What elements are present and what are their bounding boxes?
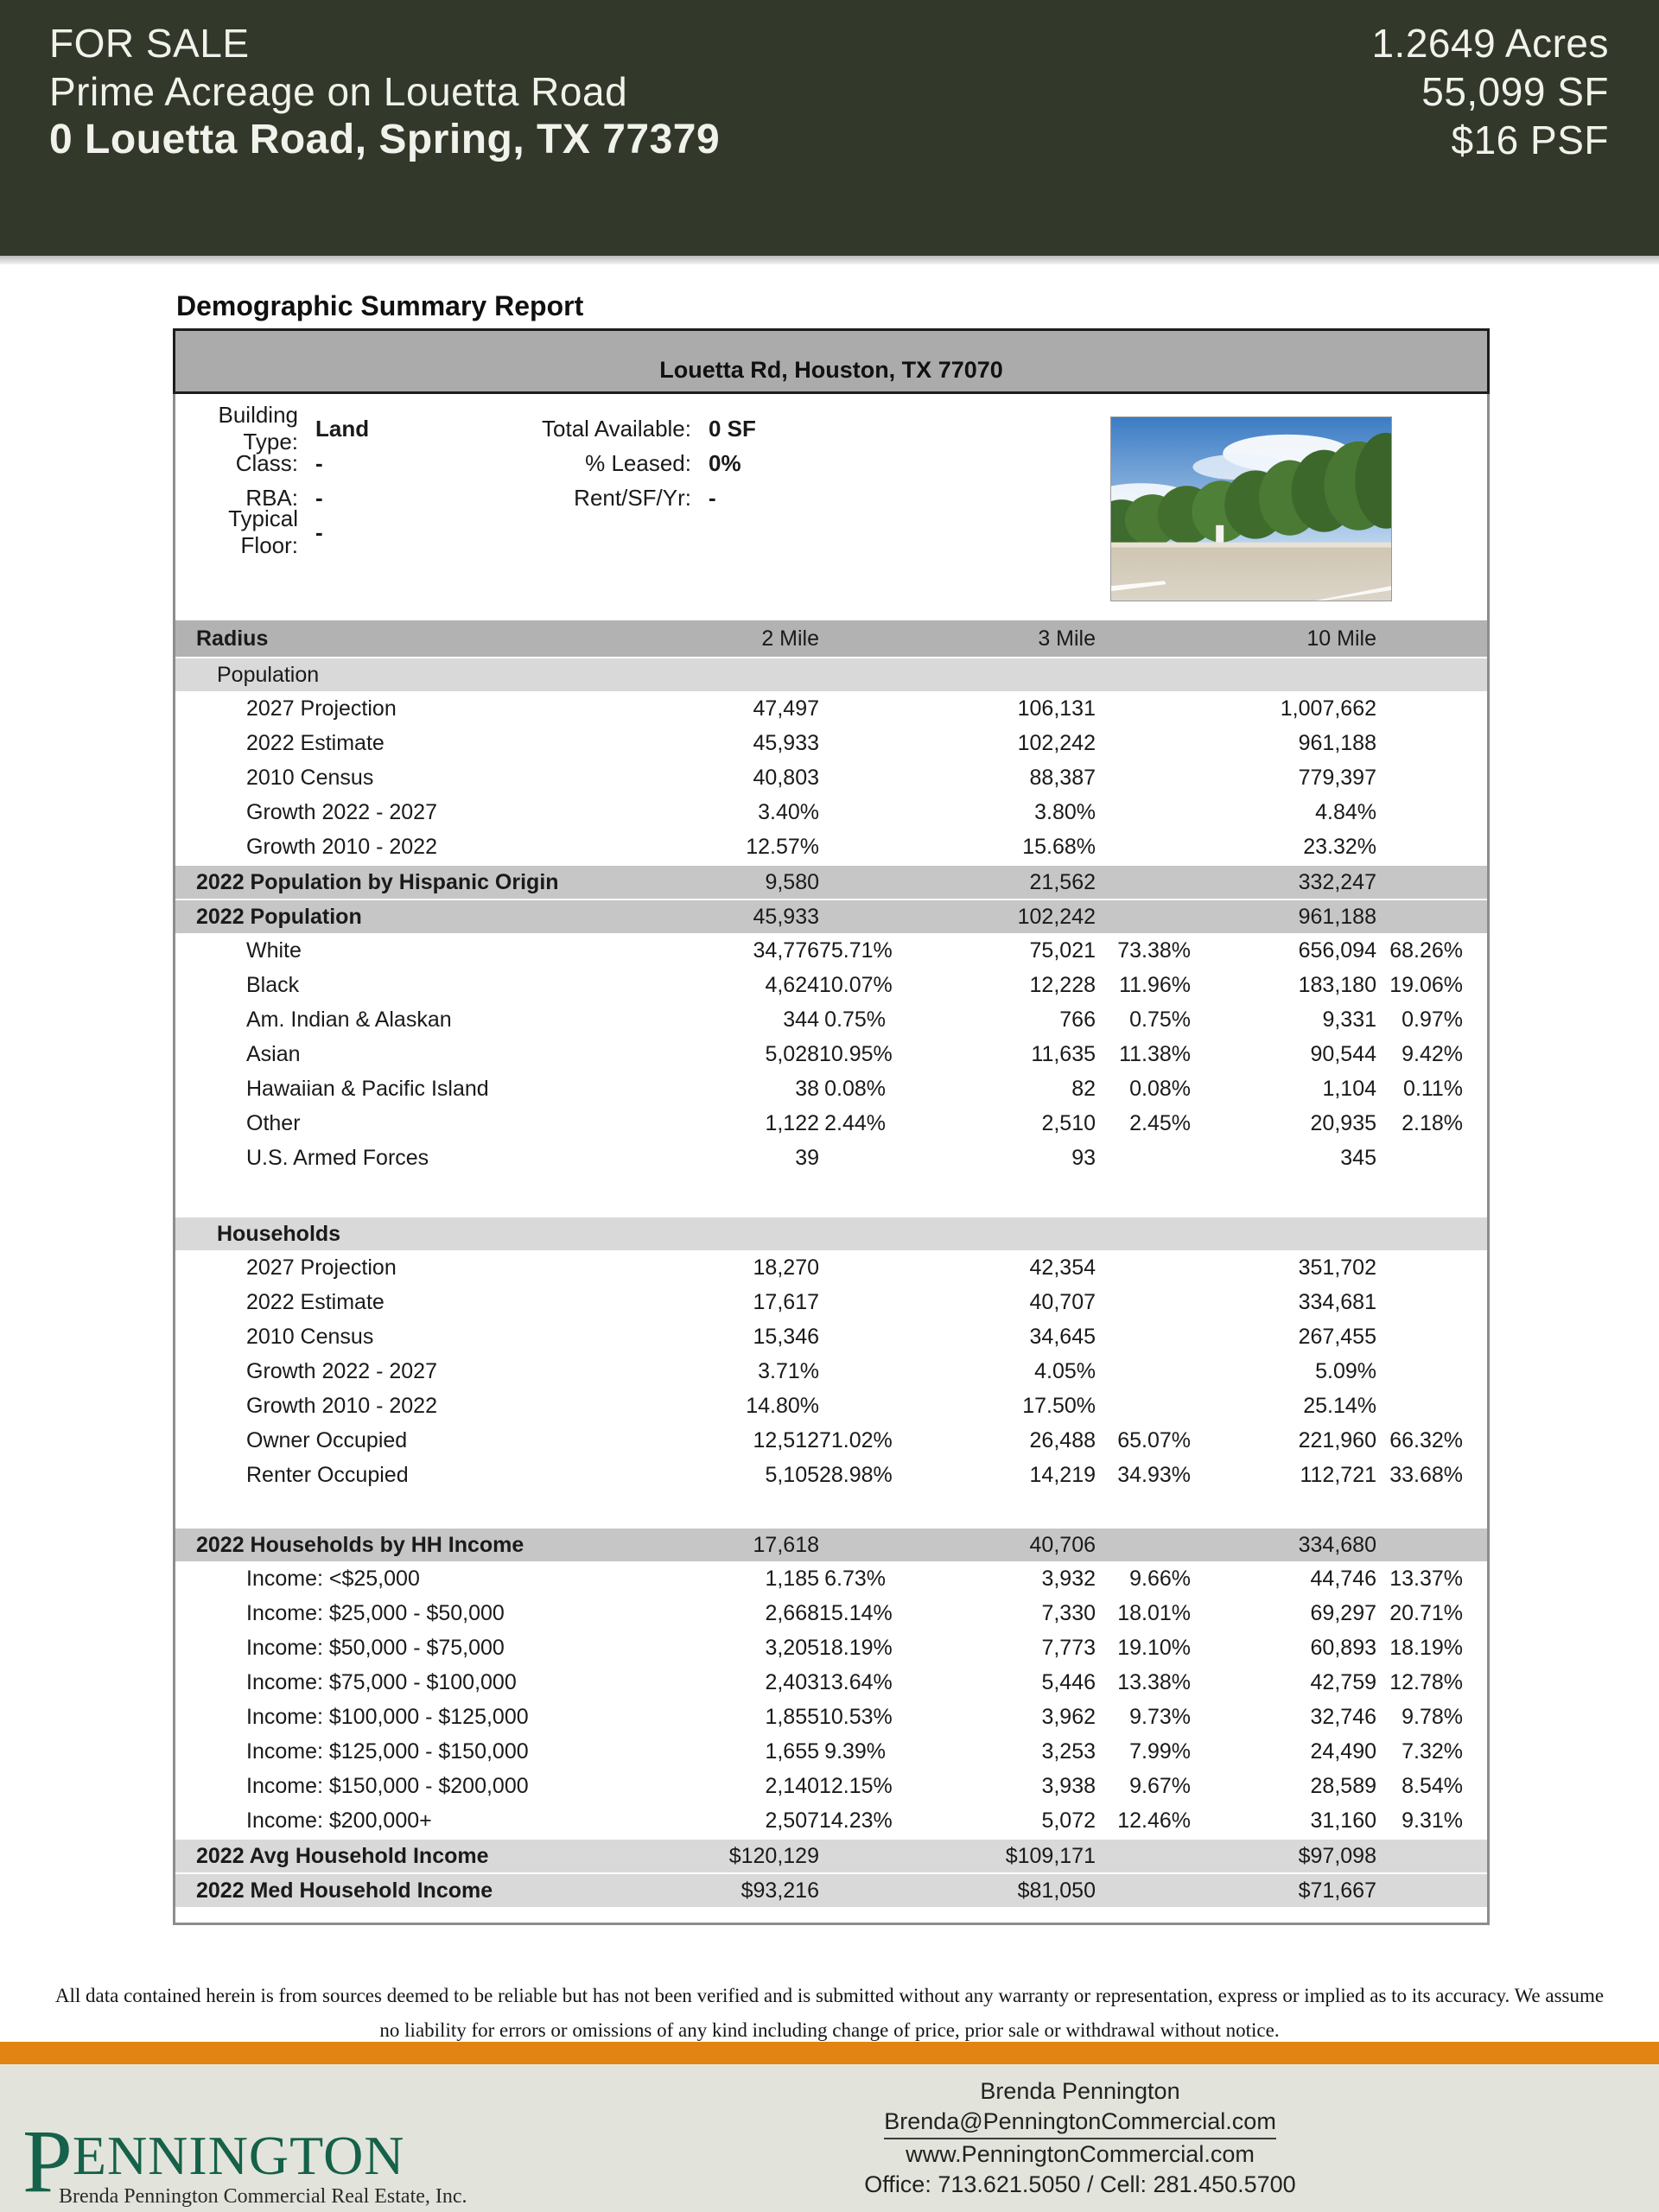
table-row [175, 1389, 1487, 1423]
value-3mile: $109,171 [1005, 1843, 1096, 1868]
table-row [175, 1700, 1487, 1734]
table-row [175, 1354, 1487, 1389]
value-3mile: 3,932 [1041, 1566, 1096, 1591]
row-label: Growth 2010 - 2022 [246, 1393, 437, 1418]
value-3mile: 11,635 [1031, 1041, 1096, 1066]
value-3mile: 3,253 [1041, 1738, 1096, 1764]
value-3mile: 14,219 [1029, 1462, 1096, 1487]
value-10mile: $71,667 [1298, 1878, 1376, 1903]
pct-leased-row [486, 446, 756, 480]
value-2mile: 5,028 [765, 1041, 819, 1066]
pct-3mile: 11.96% [1119, 972, 1191, 997]
row-label: Income: $25,000 - $50,000 [246, 1600, 505, 1625]
table-row [175, 830, 1487, 864]
table-row [175, 1458, 1487, 1492]
typical-floor-value: - [315, 518, 323, 545]
value-2mile: 45,933 [753, 730, 819, 755]
building-type-row [175, 402, 370, 454]
value-2mile: 18,270 [753, 1255, 819, 1280]
band-row [175, 899, 1487, 933]
row-label: Owner Occupied [246, 1427, 408, 1452]
value-2mile: 3.40% [758, 799, 819, 824]
value-3mile: 93 [1071, 1145, 1096, 1170]
pct-10mile: 68.26% [1389, 938, 1463, 963]
pct-3mile: 9.73% [1129, 1704, 1191, 1729]
pct-10mile: 7.32% [1402, 1738, 1463, 1764]
value-10mile: 334,680 [1298, 1532, 1376, 1557]
report-box-body [173, 394, 1490, 1925]
pct-10mile: 9.42% [1402, 1041, 1463, 1066]
band2-row [175, 1838, 1487, 1872]
report-box [173, 328, 1490, 1925]
value-3mile: 5,446 [1041, 1669, 1096, 1694]
pct-2mile: 10.53% [819, 1704, 893, 1729]
pct-3mile: 34.93% [1117, 1462, 1191, 1487]
table-row [175, 1596, 1487, 1630]
table-row [175, 1285, 1487, 1319]
total-available-value: 0 SF [709, 415, 756, 442]
table-row [175, 1106, 1487, 1141]
value-2mile: 3.71% [758, 1358, 819, 1383]
pennington-logo [22, 2112, 467, 2211]
row-label: 2027 Projection [246, 696, 397, 721]
pct-3mile: 65.07% [1117, 1427, 1191, 1452]
logo-tagline: Brenda Pennington Commercial Real Estate, Inc. [59, 2185, 467, 2208]
value-3mile: 82 [1071, 1076, 1096, 1101]
photo-road [1111, 548, 1391, 601]
table-row [175, 1002, 1487, 1037]
pct-2mile: 15.14% [819, 1600, 893, 1625]
value-2mile: 2,668 [765, 1600, 819, 1625]
pct-2mile: 28.98% [819, 1462, 893, 1487]
value-10mile: 20,935 [1310, 1110, 1376, 1135]
row-label: White [246, 938, 302, 963]
table-row [175, 968, 1487, 1002]
value-3mile: 75,021 [1029, 938, 1096, 963]
table-row [175, 691, 1487, 726]
contact-name: Brenda Pennington [980, 2078, 1180, 2104]
value-2mile: 5,105 [765, 1462, 819, 1487]
row-label: Black [246, 972, 300, 997]
band-row [175, 864, 1487, 899]
value-3mile: 5,072 [1041, 1808, 1096, 1833]
value-10mile: $97,098 [1298, 1843, 1376, 1868]
value-3mile: 106,131 [1017, 696, 1096, 721]
rent-sf-yr-value: - [709, 484, 716, 511]
section-row [175, 1216, 1487, 1250]
row-label: 2022 Population by Hispanic Origin [196, 869, 559, 894]
value-10mile: 267,455 [1298, 1324, 1376, 1349]
row-label: Growth 2010 - 2022 [246, 834, 437, 859]
table-row [175, 1250, 1487, 1285]
value-3mile: 3 Mile [1038, 626, 1096, 651]
value-2mile: 47,497 [753, 696, 819, 721]
value-10mile: 334,681 [1298, 1289, 1376, 1314]
spacer-row [175, 1175, 1487, 1216]
row-label: Income: $50,000 - $75,000 [246, 1635, 505, 1660]
value-10mile: 5.09% [1315, 1358, 1376, 1383]
value-2mile: 12.57% [746, 834, 819, 859]
pct-2mile: 13.64% [819, 1669, 893, 1694]
value-10mile: 1,104 [1322, 1076, 1376, 1101]
value-2mile: 1,655 [765, 1738, 819, 1764]
value-2mile: 34,776 [753, 938, 819, 963]
row-label: U.S. Armed Forces [246, 1145, 429, 1170]
row-label: Radius [196, 626, 269, 651]
row-label: Income: $150,000 - $200,000 [246, 1773, 529, 1798]
value-10mile: 345 [1340, 1145, 1376, 1170]
table-row [175, 795, 1487, 830]
price-per-sf-value: $16 PSF [1451, 118, 1609, 162]
value-3mile: 34,645 [1029, 1324, 1096, 1349]
pct-3mile: 73.38% [1117, 938, 1191, 963]
table-row [175, 1141, 1487, 1175]
building-type-value: Land [315, 415, 370, 442]
value-10mile: 25.14% [1303, 1393, 1376, 1418]
pct-10mile: 12.78% [1389, 1669, 1463, 1694]
row-label: Hawaiian & Pacific Island [246, 1076, 489, 1101]
value-3mile: 7,773 [1041, 1635, 1096, 1660]
table-bottom-padding [175, 1907, 1487, 1923]
value-10mile: 112,721 [1300, 1462, 1376, 1487]
pct-10mile: 8.54% [1402, 1773, 1463, 1798]
value-2mile: 17,617 [753, 1289, 819, 1314]
row-label: Renter Occupied [246, 1462, 409, 1487]
pct-10mile: 18.19% [1389, 1635, 1463, 1660]
rent-sf-yr-label: Rent/SF/Yr: [574, 484, 691, 511]
row-label: 2022 Population [196, 904, 362, 929]
row-label: 2022 Estimate [246, 730, 385, 755]
value-10mile: 60,893 [1310, 1635, 1376, 1660]
footer [0, 2064, 1659, 2212]
pct-3mile: 0.75% [1129, 1007, 1191, 1032]
pct-10mile: 33.68% [1389, 1462, 1463, 1487]
pct-2mile: 6.73% [824, 1566, 886, 1591]
value-10mile: 44,746 [1310, 1566, 1376, 1591]
value-3mile: 17.50% [1022, 1393, 1096, 1418]
value-3mile: 42,354 [1029, 1255, 1096, 1280]
rba-value: - [315, 484, 323, 511]
value-2mile: 3,205 [765, 1635, 819, 1660]
pct-3mile: 12.46% [1117, 1808, 1191, 1833]
table-row [175, 1803, 1487, 1838]
value-10mile: 31,160 [1310, 1808, 1376, 1833]
pct-10mile: 0.97% [1402, 1007, 1463, 1032]
row-label: Asian [246, 1041, 301, 1066]
property-banner: Louetta Rd, Houston, TX 77070 [173, 328, 1490, 394]
table-row [175, 1037, 1487, 1071]
header-row [175, 620, 1487, 657]
building-info-left [175, 402, 370, 558]
value-10mile: 28,589 [1310, 1773, 1376, 1798]
value-10mile: 9,331 [1322, 1007, 1376, 1032]
table-row [175, 1423, 1487, 1458]
value-3mile: 12,228 [1029, 972, 1096, 997]
value-2mile: 17,618 [753, 1532, 819, 1557]
value-10mile: 1,007,662 [1280, 696, 1376, 721]
value-10mile: 961,188 [1298, 904, 1376, 929]
hero-right-block [1371, 19, 1609, 164]
row-label: Income: $125,000 - $150,000 [246, 1738, 529, 1764]
pct-10mile: 9.78% [1402, 1704, 1463, 1729]
total-available-label: Total Available: [542, 415, 691, 442]
band-row [175, 1527, 1487, 1561]
value-2mile: 1,185 [765, 1566, 819, 1591]
row-label: Income: $200,000+ [246, 1808, 432, 1833]
table-row [175, 1319, 1487, 1354]
hero-header [0, 0, 1659, 256]
typical-floor-row [175, 505, 369, 558]
table-row [175, 1561, 1487, 1596]
radius-table [175, 620, 1487, 1907]
pct-10mile: 2.18% [1402, 1110, 1463, 1135]
value-10mile: 32,746 [1310, 1704, 1376, 1729]
row-label: 2010 Census [246, 765, 374, 790]
value-10mile: 961,188 [1298, 730, 1376, 755]
value-3mile: $81,050 [1017, 1878, 1096, 1903]
pct-2mile: 12.15% [819, 1773, 893, 1798]
row-label: Households [217, 1221, 341, 1246]
table-row [175, 1630, 1487, 1665]
value-2mile: $93,216 [741, 1878, 819, 1903]
contact-phones: Office: 713.621.5050 / Cell: 281.450.5700 [864, 2171, 1296, 2197]
property-photo [1110, 416, 1392, 601]
property-name: Prime Acreage on Louetta Road [49, 69, 628, 114]
value-10mile: 23.32% [1303, 834, 1376, 859]
value-2mile: 2,140 [765, 1773, 819, 1798]
value-10mile: 10 Mile [1306, 626, 1376, 651]
value-3mile: 15.68% [1022, 834, 1096, 859]
value-3mile: 40,706 [1029, 1532, 1096, 1557]
value-3mile: 766 [1059, 1007, 1096, 1032]
logo-initial: P [22, 2112, 73, 2211]
disclaimer-text: All data contained herein is from sources deemed to be reliable but has not been verified and is submitted without any warranty or representation, express or implied as to its accuracy. We assume no liability for errors or omissions of any kind including change of price, prior sale or withdrawal without notice. [54, 1985, 1605, 2041]
row-label: 2022 Households by HH Income [196, 1532, 524, 1557]
table-row [175, 1769, 1487, 1803]
value-2mile: 4,624 [765, 972, 819, 997]
row-label: 2022 Med Household Income [196, 1878, 493, 1903]
value-10mile: 221,960 [1298, 1427, 1376, 1452]
value-3mile: 102,242 [1017, 904, 1096, 929]
pct-leased-label: % Leased: [585, 449, 691, 476]
value-2mile: 45,933 [753, 904, 819, 929]
value-2mile: 15,346 [753, 1324, 819, 1349]
value-3mile: 102,242 [1017, 730, 1096, 755]
value-2mile: 14.80% [746, 1393, 819, 1418]
accent-bar [0, 2042, 1659, 2064]
value-10mile: 351,702 [1298, 1255, 1376, 1280]
band2-row [175, 1872, 1487, 1907]
pct-2mile: 14.23% [819, 1808, 893, 1833]
pct-2mile: 2.44% [824, 1110, 886, 1135]
value-2mile: 2,403 [765, 1669, 819, 1694]
value-10mile: 779,397 [1298, 765, 1376, 790]
row-label: Growth 2022 - 2027 [246, 1358, 437, 1383]
value-2mile: 12,512 [753, 1427, 819, 1452]
rba-label: RBA: [245, 484, 298, 511]
report-page [0, 264, 1659, 2042]
value-3mile: 3,962 [1041, 1704, 1096, 1729]
row-label: Income: $75,000 - $100,000 [246, 1669, 517, 1694]
row-label: 2027 Projection [246, 1255, 397, 1280]
value-10mile: 24,490 [1310, 1738, 1376, 1764]
building-type-label: Building Type: [218, 402, 298, 454]
table-row [175, 1734, 1487, 1769]
value-2mile: $120,129 [728, 1843, 819, 1868]
value-2mile: 1,122 [765, 1110, 819, 1135]
square-feet-value: 55,099 SF [1421, 69, 1609, 114]
value-3mile: 7,330 [1041, 1600, 1096, 1625]
value-10mile: 90,544 [1310, 1041, 1376, 1066]
pct-2mile: 18.19% [819, 1635, 893, 1660]
logo-rest: ENNINGTON [72, 2125, 405, 2186]
pct-3mile: 7.99% [1129, 1738, 1191, 1764]
typical-floor-label: Typical Floor: [228, 505, 298, 558]
table-row [175, 1071, 1487, 1106]
value-3mile: 40,707 [1029, 1289, 1096, 1314]
contact-block [821, 2076, 1339, 2200]
row-label: Am. Indian & Alaskan [246, 1007, 452, 1032]
photo-shoulder [1111, 543, 1391, 549]
pct-2mile: 9.39% [824, 1738, 886, 1764]
class-value: - [315, 449, 323, 476]
value-3mile: 3.80% [1034, 799, 1096, 824]
pct-2mile: 71.02% [819, 1427, 893, 1452]
value-2mile: 344 [783, 1007, 819, 1032]
pct-2mile: 0.08% [824, 1076, 886, 1101]
pct-3mile: 13.38% [1117, 1669, 1191, 1694]
row-label: Growth 2022 - 2027 [246, 799, 437, 824]
value-2mile: 1,855 [765, 1704, 819, 1729]
value-2mile: 39 [795, 1145, 819, 1170]
row-label: 2010 Census [246, 1324, 374, 1349]
value-3mile: 21,562 [1029, 869, 1096, 894]
building-info-section [175, 394, 1487, 620]
row-label: Income: <$25,000 [246, 1566, 420, 1591]
spacer-row [175, 1492, 1487, 1527]
pct-leased-value: 0% [709, 449, 741, 476]
pct-3mile: 2.45% [1129, 1110, 1191, 1135]
acreage-value: 1.2649 Acres [1371, 21, 1609, 66]
photo-sign [1216, 525, 1224, 543]
value-3mile: 26,488 [1029, 1427, 1096, 1452]
pct-10mile: 0.11% [1402, 1076, 1463, 1101]
class-row [175, 446, 369, 480]
value-10mile: 183,180 [1298, 972, 1376, 997]
value-10mile: 656,094 [1298, 938, 1376, 963]
value-10mile: 69,297 [1310, 1600, 1376, 1625]
pct-10mile: 13.37% [1389, 1566, 1463, 1591]
pct-10mile: 9.31% [1402, 1808, 1463, 1833]
hero-left-block [49, 19, 720, 164]
table-row [175, 933, 1487, 968]
row-label: 2022 Avg Household Income [196, 1843, 489, 1868]
hero-bottom-shadow [0, 256, 1659, 264]
pct-3mile: 11.38% [1119, 1041, 1191, 1066]
property-address: 0 Louetta Road, Spring, TX 77379 [49, 117, 721, 162]
pct-3mile: 19.10% [1117, 1635, 1191, 1660]
value-2mile: 2,507 [765, 1808, 819, 1833]
pct-3mile: 9.66% [1129, 1566, 1191, 1591]
website-link[interactable]: www.PenningtonCommercial.com [906, 2141, 1255, 2167]
pct-10mile: 20.71% [1389, 1600, 1463, 1625]
email-link[interactable]: Brenda@PenningtonCommercial.com [884, 2107, 1276, 2139]
pct-2mile: 0.75% [824, 1007, 886, 1032]
value-10mile: 332,247 [1298, 869, 1376, 894]
pct-2mile: 10.07% [819, 972, 893, 997]
table-row [175, 1665, 1487, 1700]
value-2mile: 40,803 [753, 765, 819, 790]
value-3mile: 88,387 [1029, 765, 1096, 790]
pct-3mile: 0.08% [1129, 1076, 1191, 1101]
table-row [175, 726, 1487, 760]
section-row [175, 657, 1487, 691]
row-label: Other [246, 1110, 301, 1135]
pct-10mile: 19.06% [1389, 972, 1463, 997]
pct-2mile: 10.95% [819, 1041, 893, 1066]
value-3mile: 2,510 [1041, 1110, 1096, 1135]
building-info-middle [486, 411, 756, 515]
class-label: Class: [235, 449, 298, 476]
row-label: Income: $100,000 - $125,000 [246, 1704, 529, 1729]
table-row [175, 760, 1487, 795]
value-2mile: 2 Mile [761, 626, 819, 651]
pct-3mile: 9.67% [1129, 1773, 1191, 1798]
pct-3mile: 18.01% [1117, 1600, 1191, 1625]
for-sale-label: FOR SALE [49, 21, 250, 66]
pct-2mile: 75.71% [819, 938, 893, 963]
total-available-row [486, 411, 756, 446]
value-3mile: 4.05% [1034, 1358, 1096, 1383]
rent-sf-yr-row [486, 480, 756, 515]
value-3mile: 3,938 [1041, 1773, 1096, 1798]
value-10mile: 42,759 [1310, 1669, 1376, 1694]
value-10mile: 4.84% [1315, 799, 1376, 824]
pct-10mile: 66.32% [1389, 1427, 1463, 1452]
value-2mile: 9,580 [765, 869, 819, 894]
report-title: Demographic Summary Report [176, 290, 584, 321]
row-label: 2022 Estimate [246, 1289, 385, 1314]
row-label: Population [217, 662, 320, 687]
value-2mile: 38 [795, 1076, 819, 1101]
